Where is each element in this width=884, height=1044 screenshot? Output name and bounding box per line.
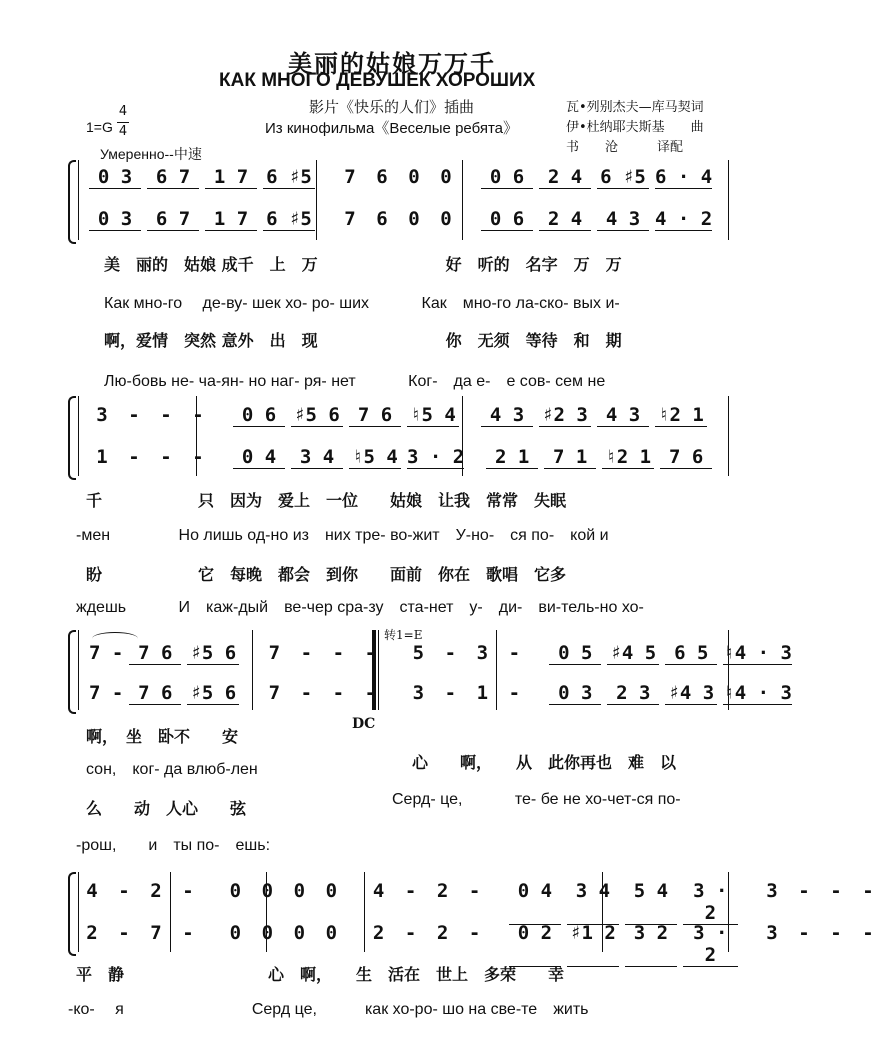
note-group: 5 4 — [625, 880, 677, 925]
note-group: - — [364, 682, 377, 704]
lyric-line: -рош, и ты по- ешь: — [76, 837, 271, 854]
bar-separator — [491, 922, 506, 967]
note-group: 4 — [86, 880, 98, 902]
note-group: 0 — [440, 208, 452, 230]
note-group: 7 - — [89, 642, 124, 664]
upper-voice — [86, 404, 710, 427]
note-group: 1 — [96, 446, 108, 468]
note-group: 2 — [150, 880, 162, 902]
note-group: - — [160, 446, 172, 468]
lyric-line-right: 心 啊， 从 此你再也 难 以 — [412, 753, 677, 772]
note-group: 0 — [229, 880, 242, 902]
note-group: 6 · 4 — [655, 166, 713, 188]
system-4 — [0, 872, 874, 1044]
note-group: 1 7 — [205, 166, 257, 189]
lyric-line: Как мно-го де-ву- шек хо- ро- ших Как мно-го ла-ско- вых и- — [104, 295, 620, 312]
bar-separator — [741, 880, 756, 925]
note-group: 3 4 — [291, 446, 343, 469]
lyric-line: сон, ког- да влюб-лен — [86, 761, 258, 778]
note-group: ♯4 3 — [665, 682, 717, 705]
system-3 — [0, 630, 804, 860]
note-group: 0 — [440, 166, 452, 188]
time-signature-bar — [117, 122, 129, 123]
note-group: 2 — [436, 922, 449, 944]
note-group: 0 — [293, 880, 306, 902]
note-group: ♮4 · 3 — [723, 642, 792, 664]
note-group: 6 ♯5 — [263, 208, 315, 231]
note-group: - — [508, 682, 521, 704]
note-group: 2 3 — [607, 682, 659, 705]
title-chinese: 美丽的姑娘万万千 — [288, 49, 496, 78]
note-group: 0 — [408, 166, 420, 188]
note-group: 4 3 — [481, 404, 533, 427]
time-signature-bottom: 4 — [118, 124, 128, 139]
note-group: - — [332, 642, 345, 664]
note-group: - — [404, 880, 417, 902]
lyric-line: 啊，爱情 突然 意外 出 现 你 无须 等待 和 期 — [104, 331, 622, 350]
da-capo-marking: DC — [352, 716, 376, 732]
note-group: 4 3 — [597, 208, 649, 231]
note-group: 0 — [293, 922, 306, 944]
lyric-line: 啊， 坐 卧不 安 — [86, 727, 239, 746]
system-brace — [68, 630, 76, 714]
bar-separator — [318, 208, 334, 231]
note-group: - — [444, 642, 457, 664]
note-group: 0 — [229, 922, 242, 944]
bar-separator — [214, 404, 230, 427]
system-2 — [0, 396, 804, 626]
note-group: 3 — [96, 404, 108, 426]
note-group: 0 6 — [481, 166, 533, 189]
lyric-line: -ко- я Серд це, как хо-ро- шо на све-те жить — [68, 1001, 589, 1018]
lyric-line: 平 静 心 啊， 生 活在 世上 多荣 幸 — [76, 965, 565, 984]
note-group: 3 — [766, 880, 778, 902]
barline — [78, 630, 79, 710]
note-group: 3 · 2 — [407, 446, 465, 468]
bar-separator — [214, 446, 230, 469]
note-group: - — [192, 404, 204, 426]
note-group: ♮5 4 — [349, 446, 401, 469]
tempo-marking: Умеренно--中速 — [100, 146, 202, 162]
lower-voice — [86, 682, 795, 705]
bar-separator — [491, 880, 506, 925]
note-group: 0 — [261, 880, 274, 902]
bar-separator — [467, 446, 483, 469]
note-group: ♯2 3 — [539, 404, 591, 427]
upper-voice — [86, 642, 795, 665]
note-group: - — [128, 446, 140, 468]
lyric-line: 美 丽的 姑娘 成千 上 万 好 听的 名字 万 万 — [104, 255, 622, 274]
note-group: 3 4 — [567, 880, 619, 925]
bar-separator — [242, 682, 258, 705]
bar-separator — [386, 642, 402, 665]
note-group: - — [862, 922, 874, 944]
barline — [78, 396, 79, 476]
upper-voice — [76, 880, 884, 925]
note-group: ♮5 4 — [407, 404, 459, 427]
note-group: - — [404, 922, 417, 944]
note-group: ♯5 6 — [187, 642, 239, 665]
lower-voice — [76, 922, 884, 967]
lyric-line: -мен Но лишь од-но из них тре- во-жит У-но- ся по- кой и — [76, 527, 609, 544]
note-group: - — [830, 880, 842, 902]
note-group: 3 · 2 — [683, 880, 738, 925]
note-group: - — [468, 922, 481, 944]
note-group: 0 4 — [509, 880, 561, 925]
credit-lyricist: 瓦•列别杰夫—库马契词 — [566, 100, 704, 115]
system-brace — [68, 872, 76, 956]
bar-separator — [347, 922, 362, 967]
note-group: 7 — [268, 682, 281, 704]
note-group: - — [300, 642, 313, 664]
note-group: 7 — [268, 642, 281, 664]
bar-separator — [462, 166, 478, 189]
note-group: 2 4 — [539, 208, 591, 231]
note-group: - — [182, 880, 194, 902]
note-group: - — [182, 922, 194, 944]
note-group: 7 6 — [660, 446, 712, 469]
lyric-line: 么 动 人心 弦 — [86, 799, 247, 818]
note-group: 2 1 — [486, 446, 538, 469]
note-group: - — [862, 880, 874, 902]
note-group: 7 — [344, 166, 356, 188]
note-group: 0 6 — [233, 404, 285, 427]
note-group: 2 — [436, 880, 449, 902]
note-group: 6 ♯5 — [597, 166, 649, 189]
note-group: 4 3 — [597, 404, 649, 427]
note-group: 0 2 — [509, 922, 561, 967]
note-group: 7 6 — [349, 404, 401, 427]
lyric-line: ждешь И каж-дый ве-чер сра-зу ста-нет у- ди- ви-тель-но хо- — [76, 599, 644, 616]
upper-voice — [86, 166, 715, 189]
note-group: - — [118, 880, 130, 902]
bar-separator — [462, 404, 478, 427]
note-group: 1 7 — [205, 208, 257, 231]
note-group: 7 6 — [129, 682, 181, 705]
system-brace — [68, 396, 76, 480]
note-group: 6 5 — [665, 642, 717, 665]
note-group: - — [300, 682, 313, 704]
transpose-marking: 转1=E — [384, 628, 423, 642]
note-group: ♯1 2 — [567, 922, 619, 967]
note-group: 3 — [766, 922, 778, 944]
note-group: 0 3 — [549, 682, 601, 705]
note-group: 6 ♯5 — [263, 166, 315, 189]
bar-separator — [462, 208, 478, 231]
note-group: ♮2 1 — [655, 404, 707, 427]
key-signature: 1=G — [86, 119, 113, 135]
note-group: 7 — [150, 922, 162, 944]
note-group: - — [192, 446, 204, 468]
bar-separator — [347, 880, 362, 925]
note-group: 6 — [376, 208, 388, 230]
note-group: - — [830, 922, 842, 944]
note-group: 0 6 — [481, 208, 533, 231]
lyric-line: 盼 它 每晚 都会 到你 面前 你在 歌唱 它多 — [86, 565, 567, 584]
subtitle-chinese: 影片《快乐的人们》插曲 — [309, 99, 475, 116]
bar-separator — [530, 642, 546, 665]
note-group: - — [160, 404, 172, 426]
lyric-line: 千 只 因为 爱上 一位 姑娘 让我 常常 失眠 — [86, 491, 567, 510]
note-group: 0 — [261, 922, 274, 944]
barline — [728, 396, 729, 476]
note-group: ♯4 5 — [607, 642, 659, 665]
note-group: 0 3 — [89, 166, 141, 189]
note-group: 7 6 — [129, 642, 181, 665]
lyric-line: Лю-бовь не- ча-ян- но наг- ря- нет Ког- да е- е сов- сем не — [104, 373, 606, 390]
note-group: ♮4 · 3 — [723, 682, 792, 704]
note-group: 0 4 — [233, 446, 285, 469]
note-group: - — [468, 880, 481, 902]
barline — [728, 160, 729, 240]
credit-translator: 书 沧 译配 — [566, 140, 684, 155]
time-signature-top: 4 — [118, 104, 128, 119]
note-group: - — [508, 642, 521, 664]
note-group: 3 — [412, 682, 425, 704]
note-group: - — [798, 922, 810, 944]
note-group: 3 · 2 — [683, 922, 738, 967]
note-group: 6 7 — [147, 208, 199, 231]
note-group: 2 — [372, 922, 385, 944]
bar-separator — [318, 166, 334, 189]
bar-separator — [204, 880, 219, 925]
subtitle-russian: Из кинофильма《Веселые ребята》 — [265, 120, 519, 137]
note-group: 0 3 — [89, 208, 141, 231]
note-group: 7 - — [89, 682, 124, 704]
note-group: - — [332, 682, 345, 704]
title-russian: КАК МНОГО ДЕВУШЕК ХОРОШИХ — [219, 70, 536, 91]
note-group: 7 — [344, 208, 356, 230]
note-group: 0 — [325, 922, 338, 944]
note-group: 7 1 — [544, 446, 596, 469]
lower-voice — [86, 208, 715, 231]
bar-separator — [530, 682, 546, 705]
note-group: - — [128, 404, 140, 426]
note-group: ♮2 1 — [602, 446, 654, 469]
note-group: ♯5 6 — [187, 682, 239, 705]
system-1 — [0, 160, 804, 400]
note-group: 0 — [408, 208, 420, 230]
note-group: 4 — [372, 880, 385, 902]
note-group: 2 — [86, 922, 98, 944]
note-group: 0 5 — [549, 642, 601, 665]
note-group: - — [118, 922, 130, 944]
bar-separator — [204, 922, 219, 967]
note-group: 0 — [325, 880, 338, 902]
note-group: 3 — [476, 642, 489, 664]
note-group: - — [444, 682, 457, 704]
note-group: 6 — [376, 166, 388, 188]
note-group: 6 7 — [147, 166, 199, 189]
note-group: - — [364, 642, 377, 664]
note-group: - — [798, 880, 810, 902]
note-group: 5 — [412, 642, 425, 664]
lower-voice — [86, 446, 715, 469]
note-group: 1 — [476, 682, 489, 704]
lyric-line-right: Серд- це, те- бе не хо-чет-ся по- — [392, 791, 681, 808]
note-group: 2 4 — [539, 166, 591, 189]
note-group: 3 2 — [625, 922, 677, 967]
note-group: ♯5 6 — [291, 404, 343, 427]
system-brace — [68, 160, 76, 244]
barline — [78, 160, 79, 240]
note-group: 4 · 2 — [655, 208, 713, 230]
bar-separator — [386, 682, 402, 705]
credit-composer: 伊•杜纳耶夫斯基 曲 — [566, 120, 704, 135]
bar-separator — [741, 922, 756, 967]
bar-separator — [242, 642, 258, 665]
